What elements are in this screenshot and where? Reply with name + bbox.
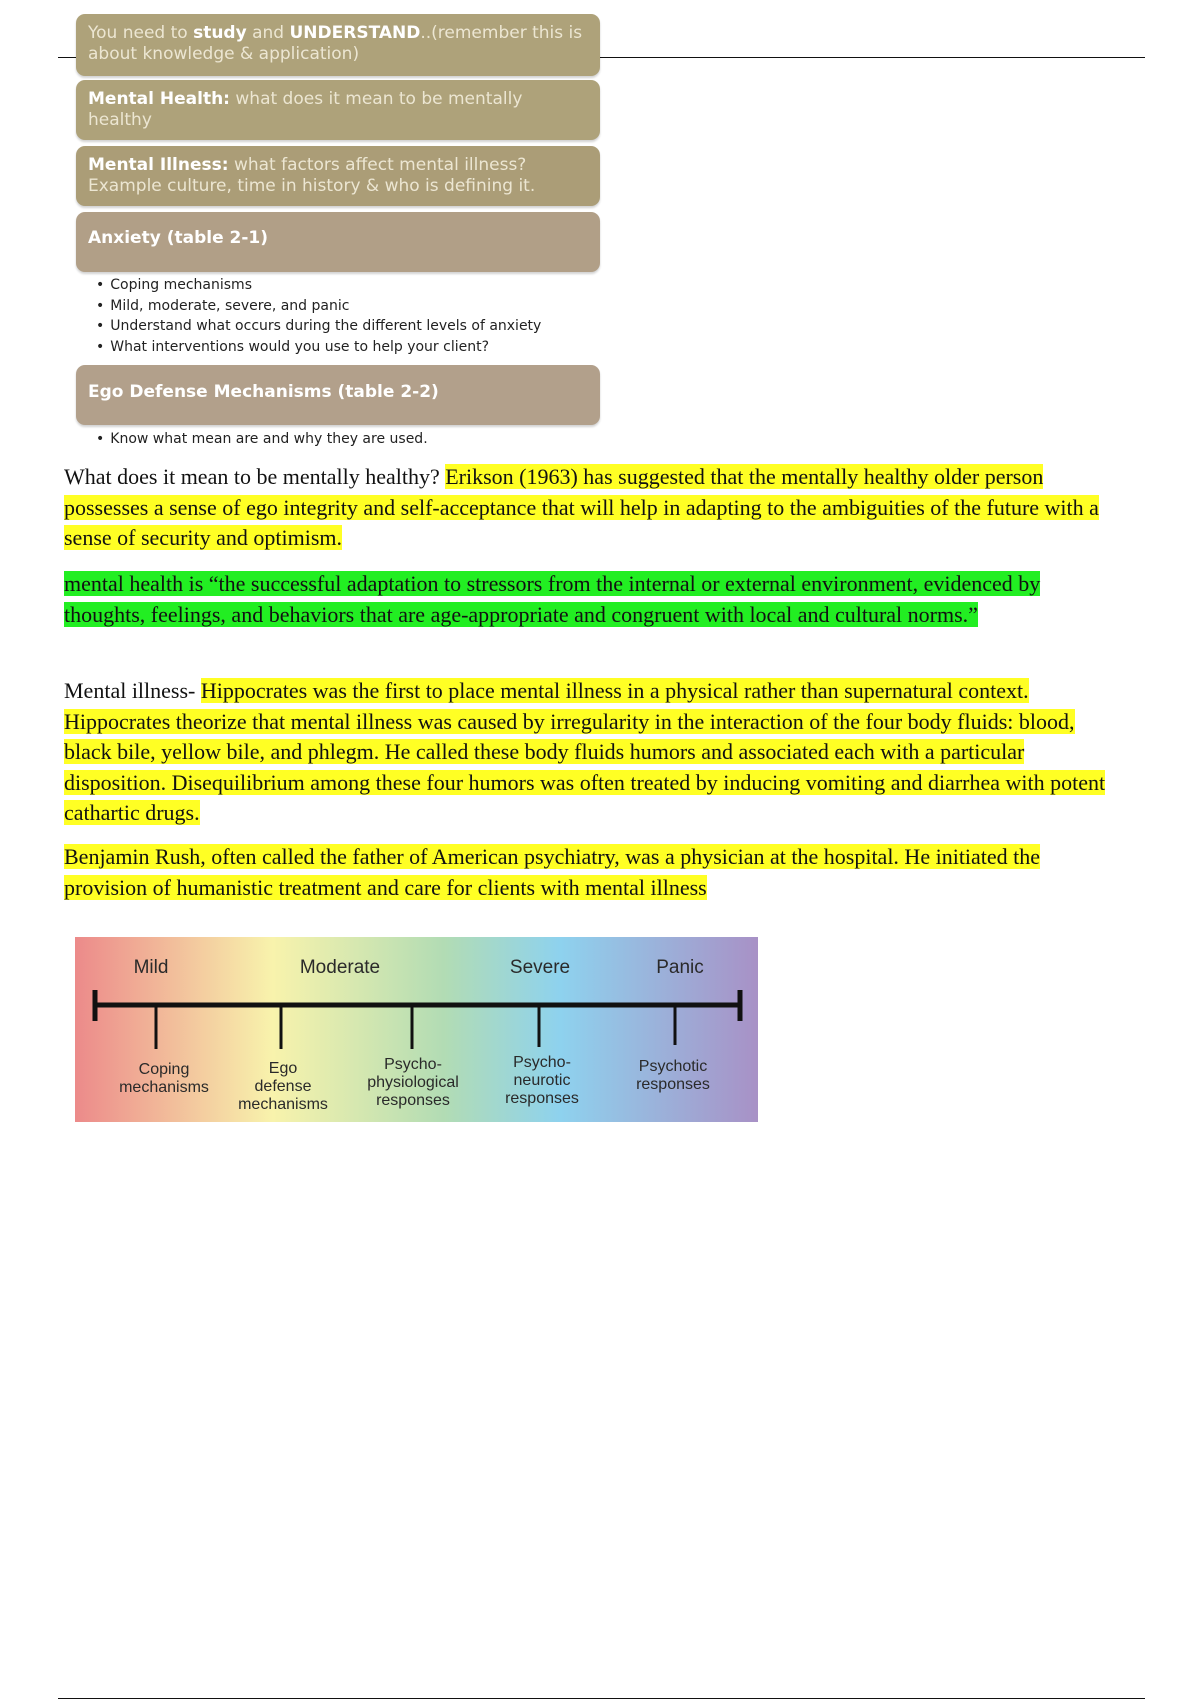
study-middle: and [246,23,290,43]
understand-bold: UNDERSTAND [289,23,421,43]
rush-highlight: Benjamin Rush, often called the father of American psychiatry, was a physician at the hospital. He initiated the provision of humanistic treatment and care for clients with mental illness [64,844,1041,900]
list-item: • Mild, moderate, severe, and panic [96,296,600,317]
ego-defense-box [76,365,600,425]
list-item: • What interventions would you use to help your client? [96,337,600,358]
level-severe: Severe [509,957,571,978]
list-item: • Coping mechanisms [96,275,600,296]
level-moderate: Moderate [299,957,381,978]
response-psychotic-2: responses [636,1076,710,1093]
paragraph-mental-health-definition [64,569,1124,630]
mental-health-box [76,80,600,140]
mental-illness-heading: Mental Illness: [88,155,229,175]
study-suffix: ..(remember this is about knowledge & application) [88,23,583,64]
mental-health-heading: Mental Health: [88,89,230,109]
study-instruction-box [76,14,600,76]
response-psychoneurotic-1: Psycho- [513,1054,571,1071]
response-coping-2: mechanisms [119,1079,209,1096]
anxiety-heading: Anxiety (table 2-1) [88,228,269,248]
ego-bullet-list [76,429,600,450]
response-psychophys-3: responses [376,1092,450,1109]
study-guide-cards [76,14,600,450]
study-bold: study [193,23,247,43]
response-coping-1: Coping [138,1061,190,1078]
paragraph-mental-illness [64,676,1124,829]
response-ego-2: defense [254,1078,312,1095]
erikson-highlight: Erikson (1963) has suggested that the mentally healthy older person possesses a sense of ego integrity and self-acceptance that will help in adapting to the ambiguities of the future with a sense of security and optimism. [64,464,1099,550]
response-psychoneurotic-3: responses [505,1090,579,1107]
response-ego-3: mechanisms [238,1096,328,1113]
list-item: • Know what mean are and why they are used. [96,429,600,450]
anxiety-continuum-diagram [75,937,758,1122]
mental-illness-text: what factors affect mental illness? Example culture, time in history & who is defining it. [88,155,536,196]
mental-illness-box [76,146,600,206]
question-text: What does it mean to be mentally healthy? [64,464,446,489]
footer-rule [58,1698,1145,1699]
response-psychotic-1: Psychotic [638,1058,708,1075]
paragraph-benjamin-rush [64,842,1124,903]
mental-illness-label: Mental illness- [64,678,201,703]
response-psychophys-1: Psycho- [384,1056,442,1073]
anxiety-continuum-svg [75,937,758,1122]
definition-highlight: mental health is “the successful adaptation to stressors from the internal or external environment, evidenced by thoughts, feelings, and behaviors that are age-appropriate and congruent with local and cultural norms.” [64,571,1041,627]
response-ego-1: Ego [268,1060,298,1077]
paragraph-mental-health-question [64,462,1124,554]
level-mild: Mild [133,957,169,978]
response-psychophys-2: physiological [367,1074,459,1091]
study-prefix: You need to [88,23,194,43]
level-panic: Panic [656,957,704,978]
ego-defense-heading: Ego Defense Mechanisms (table 2-2) [88,382,439,402]
response-psychoneurotic-2: neurotic [513,1072,571,1089]
mental-health-text: what does it mean to be mentally healthy [88,89,523,130]
anxiety-box [76,212,600,272]
anxiety-bullet-list [76,275,600,357]
hippocrates-highlight: Hippocrates was the first to place mental illness in a physical rather than supernatural context. Hippocrates theorize that mental illness was caused by irregularity in the interaction of the four body fluids: blood, black bile, yellow bile, and phlegm. He called these body fluids humors and associated each with a particular disposition. Disequilibrium among these four humors was often treated by inducing vomiting and diarrhea with potent cathartic drugs. [64,678,1106,825]
list-item: • Understand what occurs during the different levels of anxiety [96,316,600,337]
